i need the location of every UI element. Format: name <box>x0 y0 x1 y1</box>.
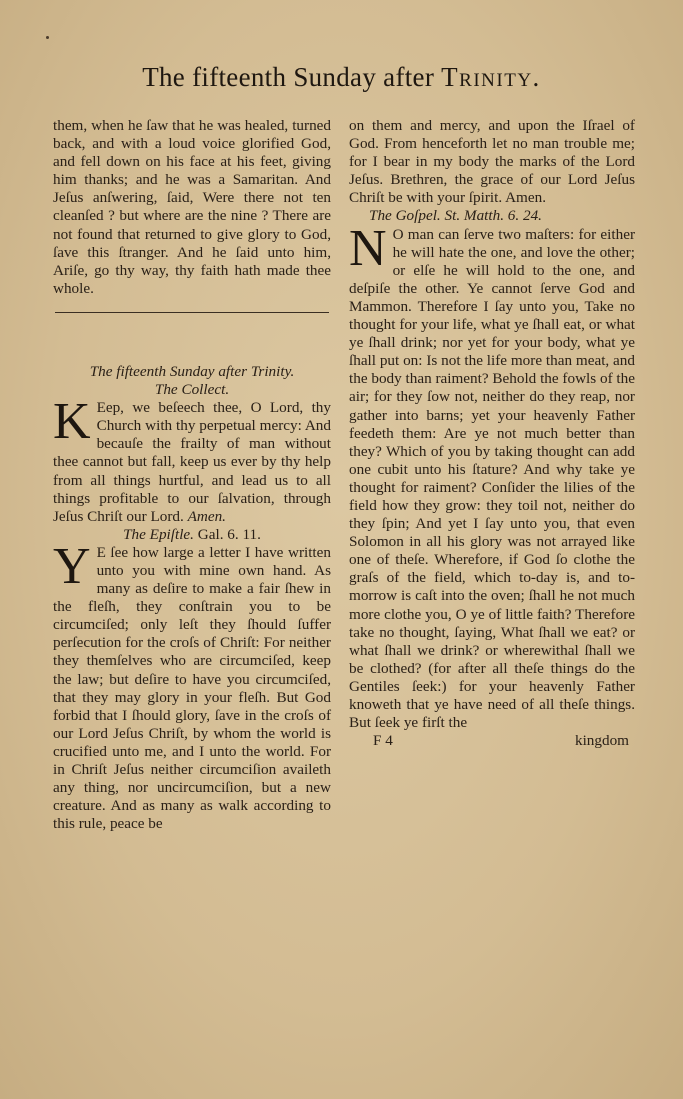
page-footer <box>349 732 635 750</box>
collect-text <box>53 393 331 526</box>
gospel-continuation: them, when he ſaw that he was healed, turned back, and with a loud voice glorified God, and fell down on his face at his feet, giving him thanks; and he was a Samaritan. And Jeſus anſwering, ſaid, Were there not ten cleanſed ? but where are the nine ? There are not found that returned to give glory to God, ſave this ſtranger. And he ſaid unto him, Ariſe, go thy way, thy faith hath made thee whole. <box>53 117 331 297</box>
epistle-text <box>53 537 331 834</box>
gospel-reference: St. Matth. 6. 24. <box>444 207 542 225</box>
collect-amen: Amen. <box>187 507 226 525</box>
gospel-text <box>349 219 635 733</box>
epistle-title: The Epiſtle. <box>123 525 194 543</box>
header-title: The fifteenth Sunday after <box>142 62 442 92</box>
gospel-drop-cap: N <box>349 219 387 277</box>
section-divider <box>55 312 329 313</box>
epistle-continuation: on them and mercy, and upon the Iſrael of God. From henceforth let no man trouble me; for I bear in my body the marks of the Lord Jeſus. Brethren, the grace of our Lord Jeſus Chriſt be with your ſpirit. Amen. <box>349 117 635 207</box>
header-title-trinity: Trinity. <box>441 62 541 92</box>
gospel-body: O man can ſerve two maſters: for either he will hate the one, and love the other; or elſe he will hold to the one, and deſpiſe the other. Ye cannot ſerve God and Mammon. Therefore I ſay unto you, Take no thought for your life, what ye ſhall eat, or what ye ſhall drink; nor yet for your body, what ye ſhall put on: Is not the life more than meat, and the body than raiment? Behold the fowls of the air; for they ſow not, neither do they reap, nor gather into barns; yet your heavenly Father feedeth them: Are ye not much better than they? Which of you by taking thought can add one cubit unto his ſtature? And why take ye thought for raiment? Conſider the lilies of the field how they grow: they toil not, neither do they ſpin; And yet I ſay unto you, that even Solomon in all his glory was not arrayed like one of theſe. Wherefore, if God ſo clothe the graſs of the field, which to-day is, and to-morrow is caſt into the oven; ſhall he not much more clothe you, O ye of little faith? Therefore take no thought, ſaying, What ſhall we eat? or what ſhall we drink? or wherewithal ſhall we be clothed? (for after all theſe things do the Gentiles ſeek:) for your heavenly Father knoweth that ye have need of all theſe things. But ſeek ye firſt the <box>349 225 635 732</box>
epistle-heading <box>53 526 331 544</box>
collect-body: Eep, we beſeech thee, O Lord, thy Church with thy perpetual mercy: And becauſe the frailty of man without thee cannot but fall, keep us ever by thy help from all things hurtful, and lead us to all things profitable to our ſalvation, through Jeſus Chriſt our Lord. <box>53 399 331 525</box>
epistle-drop-cap: Y <box>53 537 91 595</box>
collect-drop-cap: K <box>53 393 91 451</box>
signature-mark: F 4 <box>373 732 393 750</box>
left-column <box>53 117 331 833</box>
right-column <box>349 117 635 750</box>
collect-title: The Collect. <box>154 381 230 399</box>
gospel-heading <box>349 207 635 225</box>
gospel-title: The Goſpel. <box>369 207 441 225</box>
page-header <box>0 62 683 93</box>
ink-speck <box>46 36 49 39</box>
epistle-body: E ſee how large a letter I have written unto you with mine own hand. As many as deſire to make a fair ſhew in the fleſh, they conſtrain you to be circumciſed; only leſt they ſhould ſuffer perſecution for the croſs of Chriſt: For neither they themſelves who are circumciſed, keep the law; but deſire to have you circumciſed, that they may glory in your fleſh. But God forbid that I ſhould glory, ſave in the croſs of our Lord Jeſus Chriſt, by whom the world is crucified unto me, and I unto the world. For in Chriſt Jeſus neither circumciſion availeth any thing, nor uncircumciſion, but a new creature. And as many as walk according to this rule, peace be <box>53 543 331 833</box>
sunday-heading: The fifteenth Sunday after Trinity. <box>89 362 295 380</box>
catchword: kingdom <box>574 732 629 750</box>
epistle-reference: Gal. 6. 11. <box>197 525 261 543</box>
